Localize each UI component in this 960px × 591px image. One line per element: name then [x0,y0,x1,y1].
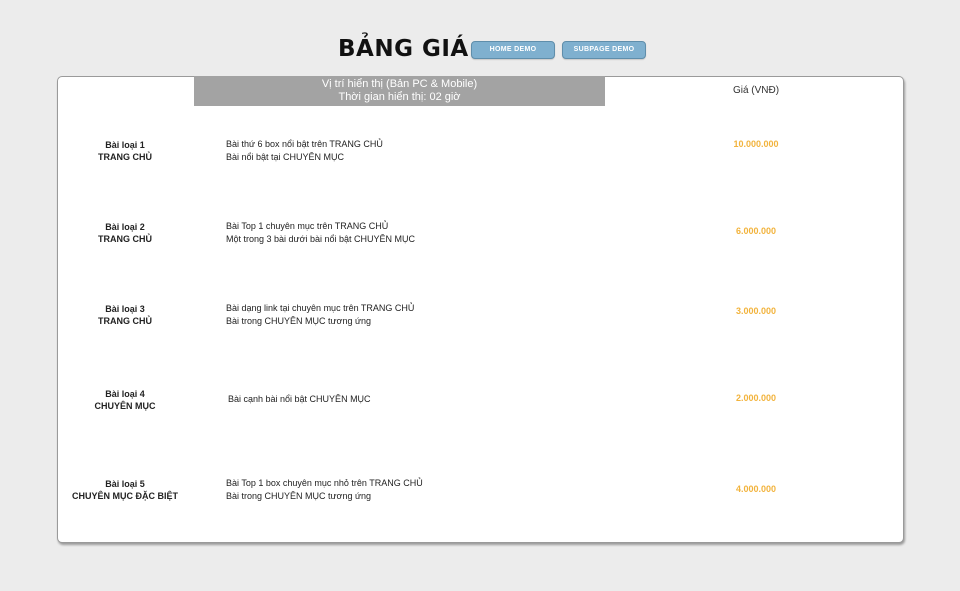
row-desc-line1: Bài cạnh bài nổi bật CHUYÊN MỤC [228,394,371,404]
row-name [58,303,192,327]
row-name-line1: Bài loại 4 [105,389,145,399]
row-desc-line2: Bài nổi bật tại CHUYÊN MỤC [226,152,345,162]
row-desc-line1: Bài Top 1 chuyên mục trên TRANG CHỦ [226,221,389,231]
row-description [226,220,586,246]
row-name-line1: Bài loại 1 [105,140,145,150]
row-price: 10.000.000 [733,139,779,149]
row-name-line1: Bài loại 5 [105,479,145,489]
price-heading: Giá (VNĐ) [732,85,780,96]
row-desc-line2: Một trong 3 bài dưới bài nổi bật CHUYÊN MỤC [226,234,415,244]
row-name [58,221,192,245]
row-description [226,302,586,328]
row-desc-line1: Bài Top 1 box chuyên mục nhỏ trên TRANG CHỦ [226,478,423,488]
row-name-line2: CHUYÊN MỤC [94,401,156,411]
row-desc-line1: Bài thứ 6 box nổi bật trên TRANG CHỦ [226,139,383,149]
row-price: 3.000.000 [735,306,777,316]
row-description [226,477,586,503]
row-name-line1: Bài loại 3 [105,304,145,314]
row-price: 6.000.000 [735,226,777,236]
position-heading [194,76,605,106]
row-name-line2: TRANG CHỦ [98,316,152,326]
row-desc-line2: Bài trong CHUYÊN MỤC tương ứng [226,316,371,326]
row-name-line1: Bài loại 2 [105,222,145,232]
row-name [58,139,192,163]
position-heading-line1: Vị trí hiển thị (Bản PC & Mobile) [321,78,478,90]
row-description [226,138,586,164]
row-desc-line1: Bài dạng link tại chuyên mục trên TRANG CHỦ [226,303,415,313]
row-name [58,388,192,412]
row-desc-line2: Bài trong CHUYÊN MỤC tương ứng [226,491,371,501]
row-name-line2: CHUYÊN MỤC ĐẶC BIỆT [71,491,178,501]
row-name-line2: TRANG CHỦ [98,152,152,162]
position-heading-line2: Thời gian hiển thị: 02 giờ [338,91,461,103]
row-description [228,393,588,406]
row-name [58,478,192,502]
subpage-demo-button[interactable]: SUBPAGE DEMO [562,41,646,59]
row-price: 2.000.000 [735,393,777,403]
row-price: 4.000.000 [735,484,777,494]
page-title: BẢNG GIÁ [338,36,469,62]
price-table [57,76,904,543]
row-name-line2: TRANG CHỦ [98,234,152,244]
home-demo-button[interactable]: HOME DEMO [471,41,555,59]
